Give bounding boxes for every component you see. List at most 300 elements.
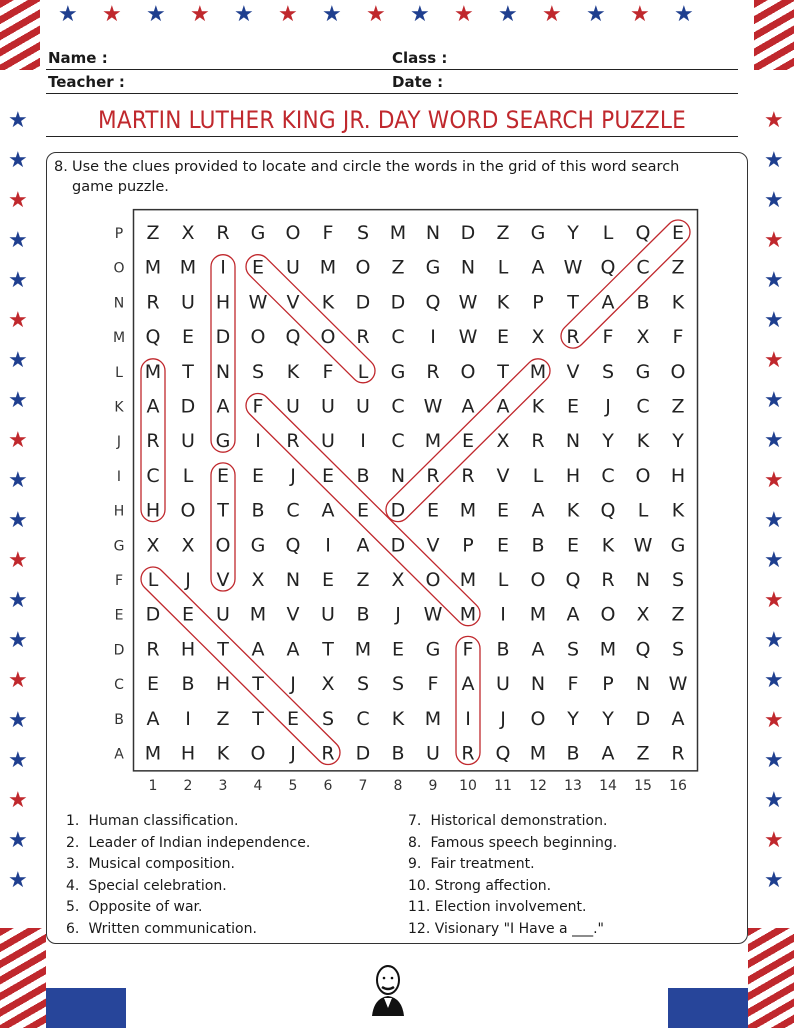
star-icon: ★ <box>764 148 784 173</box>
grid-letter[interactable]: O <box>215 534 231 557</box>
star-icon: ★ <box>498 2 518 27</box>
grid-letter[interactable]: X <box>251 569 265 591</box>
grid-letter[interactable]: W <box>248 291 268 314</box>
grid-letter[interactable]: H <box>565 464 581 487</box>
teacher-label: Teacher : <box>48 73 125 91</box>
grid-letter[interactable]: I <box>465 707 471 730</box>
grid-letter[interactable]: A <box>286 638 300 661</box>
grid-letter[interactable]: Z <box>356 569 370 591</box>
grid-letter[interactable]: L <box>602 222 614 244</box>
star-icon: ★ <box>8 788 28 813</box>
row-label: J <box>116 434 122 451</box>
grid-letter[interactable]: T <box>217 499 229 522</box>
grid-letter[interactable]: Q <box>425 291 441 314</box>
grid-letter[interactable]: Q <box>495 742 511 765</box>
grid-letter[interactable]: U <box>181 291 195 314</box>
instruction-line-2: game puzzle. <box>72 179 169 195</box>
grid-letter[interactable]: O <box>180 499 196 522</box>
grid-letter[interactable]: O <box>250 742 266 765</box>
grid-letter[interactable]: A <box>671 707 685 730</box>
grid-letter[interactable]: W <box>633 534 653 557</box>
grid-letter[interactable]: R <box>321 742 335 765</box>
grid-letter[interactable]: O <box>355 256 371 279</box>
grid-letter[interactable]: O <box>460 360 476 383</box>
star-icon: ★ <box>764 388 784 413</box>
grid-letter[interactable]: E <box>671 222 685 244</box>
grid-letter[interactable]: A <box>531 638 545 661</box>
grid-letter[interactable]: K <box>531 395 545 418</box>
grid-letter[interactable]: N <box>635 673 651 696</box>
clue-number: 9. <box>408 856 422 873</box>
grid-letter[interactable]: B <box>636 291 650 314</box>
grid-letter[interactable]: T <box>322 638 334 661</box>
grid-letter[interactable]: J <box>185 569 191 591</box>
grid-letter[interactable]: U <box>216 603 230 626</box>
grid-letter[interactable]: K <box>216 742 230 765</box>
grid-letter[interactable]: K <box>671 499 685 522</box>
grid-letter[interactable]: E <box>496 534 510 557</box>
row-label: A <box>114 746 124 763</box>
grid-letter[interactable]: S <box>356 222 370 244</box>
grid-letter[interactable]: L <box>532 464 544 487</box>
grid-letter[interactable]: M <box>424 430 442 453</box>
grid-letter[interactable]: A <box>321 499 335 522</box>
grid-letter[interactable]: M <box>529 360 547 383</box>
grid-letter[interactable]: M <box>144 360 162 383</box>
grid-letter[interactable]: L <box>147 569 159 591</box>
grid-letter[interactable]: A <box>531 256 545 279</box>
grid-letter[interactable]: D <box>390 499 406 522</box>
grid-letter[interactable]: V <box>286 291 300 314</box>
grid-letter[interactable]: Q <box>285 534 301 557</box>
grid-letter[interactable]: K <box>566 499 580 522</box>
grid-letter[interactable]: V <box>426 534 440 557</box>
grid-letter[interactable]: B <box>531 534 545 557</box>
column-label: 5 <box>288 778 298 794</box>
grid-letter[interactable]: G <box>425 638 441 661</box>
grid-letter[interactable]: R <box>146 638 160 661</box>
grid-letter[interactable]: Y <box>602 430 614 453</box>
grid-letter[interactable]: Y <box>602 707 614 730</box>
grid-letter[interactable]: G <box>390 360 406 383</box>
grid-letter[interactable]: D <box>180 395 196 418</box>
grid-letter[interactable]: C <box>286 499 300 522</box>
grid-letter[interactable]: B <box>356 464 370 487</box>
grid-letter[interactable]: U <box>286 395 300 418</box>
grid-letter[interactable]: B <box>181 673 195 696</box>
grid-letter[interactable]: E <box>321 464 335 487</box>
star-icon: ★ <box>102 2 122 27</box>
star-icon: ★ <box>8 388 28 413</box>
grid-letter[interactable]: R <box>216 222 230 244</box>
grid-letter[interactable]: N <box>215 360 231 383</box>
grid-letter[interactable]: M <box>354 638 372 661</box>
grid-letter[interactable]: Z <box>216 707 230 730</box>
grid-letter[interactable]: U <box>321 430 335 453</box>
grid-letter[interactable]: V <box>566 360 580 383</box>
grid-letter[interactable]: E <box>146 673 160 696</box>
grid-letter[interactable]: R <box>531 430 545 453</box>
grid-letter[interactable]: A <box>146 395 160 418</box>
grid-letter[interactable]: F <box>322 222 334 244</box>
star-icon: ★ <box>764 668 784 693</box>
grid-letter[interactable]: O <box>530 707 546 730</box>
grid-letter[interactable]: E <box>496 326 510 349</box>
grid-letter[interactable]: E <box>566 395 580 418</box>
grid-letter[interactable]: J <box>290 742 296 765</box>
grid-letter[interactable]: M <box>459 569 477 591</box>
grid-letter[interactable]: V <box>286 603 300 626</box>
grid-letter[interactable]: P <box>532 291 544 314</box>
grid-letter[interactable]: V <box>496 464 510 487</box>
grid-letter[interactable]: L <box>497 569 509 591</box>
grid-letter[interactable]: T <box>217 638 229 661</box>
grid-letter[interactable]: F <box>462 638 474 661</box>
grid-letter[interactable]: B <box>356 603 370 626</box>
grid-letter[interactable]: M <box>179 256 197 279</box>
column-label: 6 <box>323 778 333 794</box>
grid-letter[interactable]: Z <box>636 742 650 765</box>
grid-letter[interactable]: S <box>321 707 335 730</box>
grid-letter[interactable]: U <box>356 395 370 418</box>
grid-letter[interactable]: I <box>185 707 191 730</box>
grid-letter[interactable]: R <box>671 742 685 765</box>
grid-letter[interactable]: G <box>530 222 546 244</box>
grid-letter[interactable]: Z <box>671 256 685 279</box>
grid-letter[interactable]: I <box>500 603 506 626</box>
grid-letter[interactable]: Q <box>600 256 616 279</box>
grid-letter[interactable]: Q <box>565 569 581 591</box>
grid-letter[interactable]: F <box>322 360 334 383</box>
grid-letter[interactable]: E <box>181 603 195 626</box>
grid-letter[interactable]: E <box>566 534 580 557</box>
grid-letter[interactable]: F <box>427 673 439 696</box>
grid-letter[interactable]: J <box>500 707 506 730</box>
grid-letter[interactable]: R <box>461 742 475 765</box>
grid-letter[interactable]: S <box>251 360 265 383</box>
grid-letter[interactable]: W <box>563 256 583 279</box>
grid-letter[interactable]: U <box>286 256 300 279</box>
grid-letter[interactable]: X <box>391 569 405 591</box>
grid-letter[interactable]: K <box>286 360 300 383</box>
grid-letter[interactable]: H <box>180 638 196 661</box>
grid-letter[interactable]: R <box>286 430 300 453</box>
grid-letter[interactable]: S <box>671 569 685 591</box>
grid-letter[interactable]: Z <box>671 603 685 626</box>
star-icon: ★ <box>8 188 28 213</box>
grid-letter[interactable]: U <box>321 603 335 626</box>
grid-letter[interactable]: D <box>215 326 231 349</box>
grid-letter[interactable]: Q <box>145 326 161 349</box>
grid-letter[interactable]: X <box>496 430 510 453</box>
star-icon: ★ <box>8 428 28 453</box>
grid-letter[interactable]: N <box>565 430 581 453</box>
grid-letter[interactable]: R <box>601 569 615 591</box>
grid-letter[interactable]: R <box>146 291 160 314</box>
star-icon: ★ <box>764 788 784 813</box>
grid-letter[interactable]: J <box>290 464 296 487</box>
row-label: D <box>113 642 125 659</box>
grid-letter[interactable]: K <box>671 291 685 314</box>
grid-letter[interactable]: J <box>605 395 611 418</box>
clue-item <box>408 876 617 898</box>
grid-letter[interactable]: E <box>216 464 230 487</box>
grid-letter[interactable]: R <box>566 326 580 349</box>
grid-letter[interactable]: E <box>321 569 335 591</box>
grid-letter[interactable]: S <box>356 673 370 696</box>
grid-letter[interactable]: K <box>601 534 615 557</box>
grid-letter[interactable]: S <box>391 673 405 696</box>
grid-letter[interactable]: K <box>321 291 335 314</box>
grid-letter[interactable]: G <box>670 534 686 557</box>
grid-letter[interactable]: A <box>216 395 230 418</box>
grid-letter[interactable]: I <box>360 430 366 453</box>
clue-number: 8. <box>408 834 422 851</box>
grid-letter[interactable]: Z <box>496 222 510 244</box>
grid-letter[interactable]: C <box>146 464 160 487</box>
grid-letter[interactable]: R <box>426 360 440 383</box>
clue-text: Historical demonstration. <box>430 813 608 829</box>
grid-letter[interactable]: P <box>602 673 614 696</box>
grid-letter[interactable]: M <box>144 256 162 279</box>
grid-letter[interactable]: Z <box>671 395 685 418</box>
grid-letter[interactable]: A <box>251 638 265 661</box>
grid-letter[interactable]: E <box>461 430 475 453</box>
grid-letter[interactable]: R <box>146 430 160 453</box>
grid-letter[interactable]: M <box>529 742 547 765</box>
star-icon: ★ <box>764 108 784 133</box>
grid-letter[interactable]: G <box>635 360 651 383</box>
grid-letter[interactable]: W <box>423 603 443 626</box>
grid-letter[interactable]: W <box>423 395 443 418</box>
grid-letter[interactable]: N <box>285 569 301 591</box>
grid-letter[interactable]: M <box>144 742 162 765</box>
grid-letter[interactable]: O <box>250 326 266 349</box>
grid-letter[interactable]: W <box>458 291 478 314</box>
grid-letter[interactable]: A <box>601 291 615 314</box>
grid-letter[interactable]: M <box>529 603 547 626</box>
grid-letter[interactable]: H <box>215 673 231 696</box>
grid-letter[interactable]: I <box>220 256 226 279</box>
grid-letter[interactable]: J <box>395 603 401 626</box>
grid-letter[interactable]: M <box>389 222 407 244</box>
clue-item <box>66 811 310 833</box>
grid-letter[interactable]: G <box>250 534 266 557</box>
grid-letter[interactable]: K <box>496 291 510 314</box>
grid-letter[interactable]: D <box>390 534 406 557</box>
grid-letter[interactable]: O <box>635 464 651 487</box>
grid-letter[interactable]: F <box>602 326 614 349</box>
grid-letter[interactable]: X <box>321 673 335 696</box>
grid-letter[interactable]: E <box>496 499 510 522</box>
grid-letter[interactable]: Y <box>672 430 684 453</box>
grid-letter[interactable]: D <box>145 603 161 626</box>
name-label: Name : <box>48 49 108 67</box>
grid-letter[interactable]: N <box>390 464 406 487</box>
grid-letter[interactable]: M <box>319 256 337 279</box>
grid-letter[interactable]: B <box>496 638 510 661</box>
grid-letter[interactable]: J <box>290 673 296 696</box>
star-icon: ★ <box>8 588 28 613</box>
grid-letter[interactable]: D <box>355 742 371 765</box>
grid-letter[interactable]: V <box>216 569 230 591</box>
star-icon: ★ <box>8 308 28 333</box>
grid-letter[interactable]: I <box>255 430 261 453</box>
grid-letter[interactable]: N <box>425 222 441 244</box>
grid-letter[interactable]: A <box>461 395 475 418</box>
grid-letter[interactable]: C <box>636 395 650 418</box>
grid-letter[interactable]: O <box>670 360 686 383</box>
grid-letter[interactable]: R <box>461 464 475 487</box>
clue-text: Written communication. <box>88 920 257 937</box>
star-icon: ★ <box>8 668 28 693</box>
grid-letter[interactable]: X <box>181 222 195 244</box>
grid-letter[interactable]: T <box>182 360 194 383</box>
clue-item <box>408 897 617 919</box>
grid-letter[interactable]: D <box>390 291 406 314</box>
grid-letter[interactable]: F <box>672 326 684 349</box>
grid-letter[interactable]: E <box>286 707 300 730</box>
grid-letter[interactable]: P <box>462 534 474 557</box>
star-icon: ★ <box>8 708 28 733</box>
grid-letter[interactable]: Z <box>146 222 160 244</box>
grid-letter[interactable]: U <box>321 395 335 418</box>
grid-letter[interactable]: T <box>252 707 264 730</box>
grid-letter[interactable]: M <box>424 707 442 730</box>
grid-letter[interactable]: R <box>426 464 440 487</box>
grid-letter[interactable]: O <box>425 569 441 591</box>
grid-letter[interactable]: Z <box>391 256 405 279</box>
clue-text: Human classification. <box>88 813 239 829</box>
grid-letter[interactable]: C <box>356 707 370 730</box>
grid-letter[interactable]: B <box>251 499 265 522</box>
grid-letter[interactable]: W <box>668 673 688 696</box>
grid-letter[interactable]: K <box>391 707 405 730</box>
grid-letter[interactable]: U <box>496 673 510 696</box>
grid-letter[interactable]: T <box>567 291 579 314</box>
column-label: 10 <box>459 778 477 794</box>
star-icon: ★ <box>764 508 784 533</box>
grid-letter[interactable]: A <box>601 742 615 765</box>
star-icon: ★ <box>542 2 562 27</box>
grid-letter[interactable]: U <box>181 430 195 453</box>
star-icon: ★ <box>764 188 784 213</box>
grid-letter[interactable]: N <box>635 569 651 591</box>
grid-letter[interactable]: L <box>497 256 509 279</box>
grid-letter[interactable]: L <box>357 360 369 383</box>
grid-letter[interactable]: S <box>601 360 615 383</box>
grid-letter[interactable]: M <box>459 603 477 626</box>
grid-letter[interactable]: G <box>215 430 231 453</box>
grid-letter[interactable]: C <box>391 395 405 418</box>
grid-letter[interactable]: M <box>249 603 267 626</box>
grid-letter[interactable]: A <box>146 707 160 730</box>
grid-letter[interactable]: A <box>356 534 370 557</box>
grid-letter[interactable]: Q <box>285 326 301 349</box>
grid-letter[interactable]: C <box>391 326 405 349</box>
grid-letter[interactable]: E <box>426 499 440 522</box>
grid-letter[interactable]: B <box>566 742 580 765</box>
grid-letter[interactable]: L <box>182 464 194 487</box>
grid-letter[interactable]: E <box>251 256 265 279</box>
clue-number: 1. <box>66 813 80 829</box>
grid-letter[interactable]: X <box>531 326 545 349</box>
grid-letter[interactable]: H <box>670 464 686 487</box>
grid-letter[interactable]: M <box>459 499 477 522</box>
grid-letter[interactable]: L <box>637 499 649 522</box>
grid-letter[interactable]: X <box>636 326 650 349</box>
grid-letter[interactable]: K <box>636 430 650 453</box>
grid-letter[interactable]: M <box>599 638 617 661</box>
grid-letter[interactable]: Y <box>567 707 579 730</box>
grid-letter[interactable]: O <box>530 569 546 591</box>
grid-letter[interactable]: G <box>250 222 266 244</box>
clue-number: 3. <box>66 856 80 873</box>
grid-letter[interactable]: U <box>426 742 440 765</box>
grid-letter[interactable]: Y <box>567 222 579 244</box>
grid-letter[interactable]: I <box>430 326 436 349</box>
grid-letter[interactable]: T <box>497 360 509 383</box>
grid-letter[interactable]: S <box>671 638 685 661</box>
grid-letter[interactable]: B <box>391 742 405 765</box>
grid-letter[interactable]: E <box>251 464 265 487</box>
grid-letter[interactable]: A <box>566 603 580 626</box>
grid-letter[interactable]: O <box>600 603 616 626</box>
grid-letter[interactable]: E <box>391 638 405 661</box>
grid-letter[interactable]: T <box>252 673 264 696</box>
grid-letter[interactable]: X <box>181 534 195 557</box>
grid-letter[interactable]: Q <box>600 499 616 522</box>
row-label: M <box>112 330 126 347</box>
grid-letter[interactable]: F <box>252 395 264 418</box>
clue-text: Leader of Indian independence. <box>88 834 311 851</box>
grid-letter[interactable]: I <box>325 534 331 557</box>
grid-letter[interactable]: O <box>320 326 336 349</box>
grid-letter[interactable]: C <box>601 464 615 487</box>
grid-letter[interactable]: D <box>460 222 476 244</box>
clue-text: Fair treatment. <box>430 856 535 873</box>
grid-letter[interactable]: X <box>146 534 160 557</box>
grid-letter[interactable]: N <box>460 256 476 279</box>
grid-letter[interactable]: S <box>566 638 580 661</box>
grid-letter[interactable]: N <box>530 673 546 696</box>
grid-letter[interactable]: Q <box>635 222 651 244</box>
grid-letter[interactable]: D <box>355 291 371 314</box>
grid-letter[interactable]: E <box>356 499 370 522</box>
row-label: O <box>113 260 125 277</box>
grid-letter[interactable]: G <box>425 256 441 279</box>
grid-letter[interactable]: F <box>567 673 579 696</box>
grid-letter[interactable]: O <box>285 222 301 244</box>
grid-letter[interactable]: X <box>636 603 650 626</box>
grid-letter[interactable]: C <box>636 256 650 279</box>
star-icon: ★ <box>8 548 28 573</box>
grid-letter[interactable]: R <box>356 326 370 349</box>
grid-letter[interactable]: H <box>145 499 161 522</box>
grid-letter[interactable]: W <box>458 326 478 349</box>
star-icon: ★ <box>454 2 474 27</box>
grid-letter[interactable]: H <box>215 291 231 314</box>
grid-letter[interactable]: E <box>181 326 195 349</box>
grid-letter[interactable]: C <box>391 430 405 453</box>
star-icon: ★ <box>8 268 28 293</box>
grid-letter[interactable]: A <box>461 673 475 696</box>
grid-letter[interactable]: Q <box>635 638 651 661</box>
grid-letter[interactable]: A <box>531 499 545 522</box>
grid-letter[interactable]: A <box>496 395 510 418</box>
grid-letter[interactable]: D <box>635 707 651 730</box>
grid-letter[interactable]: H <box>180 742 196 765</box>
